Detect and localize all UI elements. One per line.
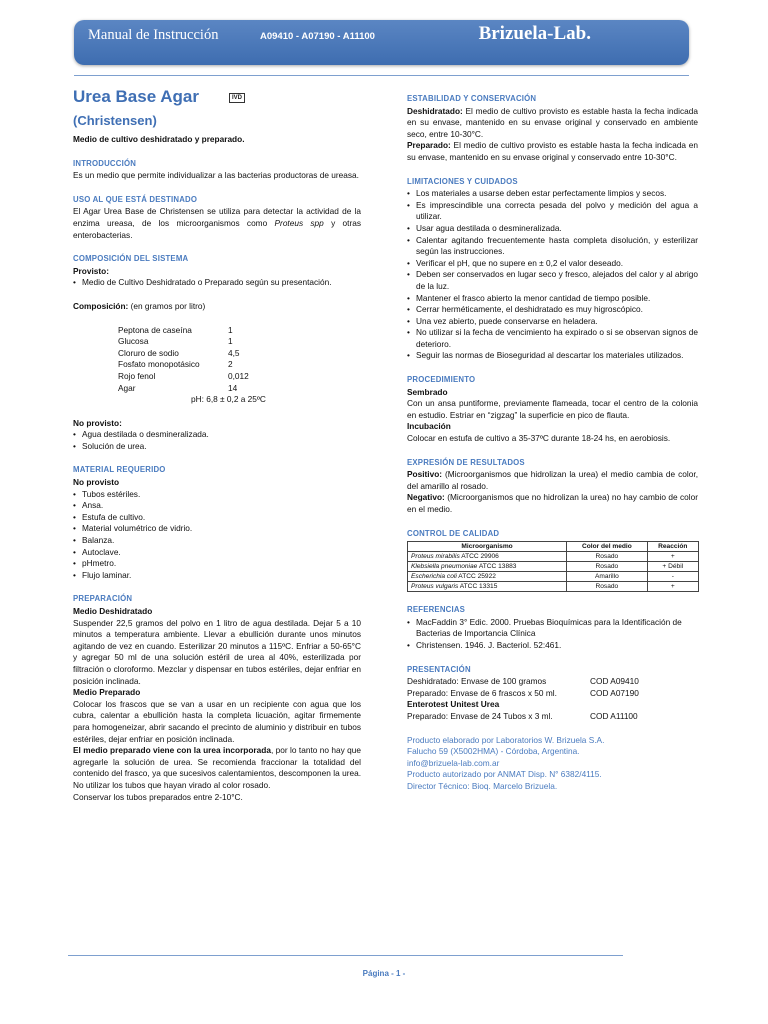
presentacion-row: Deshidratado: Envase de 100 gramos COD A09410 bbox=[407, 676, 639, 687]
ingredient-row: Peptona de caseína 1 bbox=[118, 324, 233, 335]
uso-text: El Agar Urea Base de Christensen se utiliza para detectar la actividad de la enzima ureasa, de los microorganismos como Proteus spp y otras enterobacterias. bbox=[73, 206, 361, 240]
list-item: • MacFaddin 3° Edic. 2000. Pruebas Bioquímicas para la Identificación de Bacterias de Importancia Clínica bbox=[407, 617, 698, 640]
list-item: • Seguir las normas de Bioseguridad al descartar los materiales utilizados. bbox=[407, 350, 698, 362]
table-cell: + bbox=[647, 552, 698, 562]
procedimiento-heading: PROCEDIMIENTO bbox=[407, 375, 476, 385]
enterotest-label: Enterotest Unitest Urea bbox=[407, 699, 500, 710]
footer-line: Producto elaborado por Laboratorios W. Brizuela S.A. bbox=[407, 734, 605, 745]
list-item: • Es imprescindible una correcta pesada del polvo y medición del agua a utilizar. bbox=[407, 200, 698, 223]
presentacion-block bbox=[407, 676, 698, 722]
table-cell: Proteus mirabilis ATCC 29906 bbox=[408, 552, 567, 562]
procedimiento-text-2: Colocar en estufa de cultivo a 35-37ºC durante 18-24 hs, en aerobiosis. bbox=[407, 433, 671, 444]
list-item: • Deben ser conservados en lugar seco y fresco, alejados del calor y al abrigo de la luz. bbox=[407, 269, 698, 292]
composicion-heading: COMPOSICIÓN DEL SISTEMA bbox=[73, 254, 189, 264]
preparacion-heading: PREPARACIÓN bbox=[73, 594, 133, 604]
footer-line: Director Técnico: Bioq. Marcelo Brizuela. bbox=[407, 780, 558, 791]
list-item: • Una vez abierto, puede conservarse en heladera. bbox=[407, 316, 698, 328]
limitaciones-list bbox=[407, 188, 698, 362]
table-cell: - bbox=[647, 572, 698, 582]
estabilidad-deshidratado: Deshidratado: El medio de cultivo provisto es estable hasta la fecha indicada en su envase, mantenido en su envase original y conservado en ambiente seco, entre 10-30°C. bbox=[407, 105, 698, 139]
column-header: Reacción bbox=[647, 542, 698, 552]
table-cell: Proteus vulgaris ATCC 13315 bbox=[408, 582, 567, 592]
table-row bbox=[408, 572, 699, 582]
manufacturer-info bbox=[407, 735, 698, 793]
footer-line: Producto autorizado por ANMAT Disp. N° 6382/4115. bbox=[407, 769, 602, 780]
table-cell: + Débil bbox=[647, 562, 698, 572]
table-cell: Rosado bbox=[567, 582, 647, 592]
intro-heading: INTRODUCCIÓN bbox=[73, 158, 137, 168]
list-item: • Ansa. bbox=[73, 500, 361, 512]
document-title: Urea Base Agar bbox=[73, 87, 199, 106]
expresion-positivo: Positivo: (Microorganismos que hidrolizan la urea) el medio cambia de color, del amarillo al rosado. bbox=[407, 469, 698, 491]
list-item: • Christensen. 1946. J. Bacteriol. 52:461. bbox=[407, 640, 698, 652]
provisto-label: Provisto: bbox=[73, 265, 109, 276]
ingredient-row: Cloruro de sodio 4,5 bbox=[118, 347, 240, 358]
no-provisto-list bbox=[73, 429, 361, 452]
estabilidad-preparado: Preparado: El medio de cultivo provisto es estable hasta la fecha indicada en su envase, mantenido en su envase original y conservado entre 10-30°C. bbox=[407, 140, 698, 162]
ingredient-row: Agar 14 bbox=[118, 382, 238, 393]
document-tagline: Medio de cultivo deshidratado y preparado. bbox=[73, 134, 245, 144]
procedimiento-sub-sembrado: Sembrado bbox=[407, 386, 448, 397]
quality-control-table bbox=[407, 541, 699, 592]
manual-title: Manual de Instrucción bbox=[88, 27, 219, 43]
referencias-heading: REFERENCIAS bbox=[407, 605, 466, 615]
brand-name: Brizuela-Lab. bbox=[478, 23, 591, 44]
column-header: Color del medio bbox=[567, 542, 647, 552]
table-row bbox=[408, 552, 699, 562]
estabilidad-heading: ESTABILIDAD Y CONSERVACIÓN bbox=[407, 94, 537, 103]
left-column bbox=[73, 86, 361, 803]
presentacion-row: Preparado: Envase de 24 Tubos x 3 ml. COD A11100 bbox=[407, 710, 638, 721]
header-banner bbox=[74, 20, 689, 65]
list-item: • Cerrar herméticamente, el deshidratado es muy higroscópico. bbox=[407, 304, 698, 316]
ingredient-row: Glucosa 1 bbox=[118, 336, 233, 347]
control-heading: CONTROL DE CALIDAD bbox=[407, 528, 500, 538]
list-item: • Solución de urea. bbox=[73, 441, 361, 453]
preparacion-text-1: Suspender 22,5 gramos del polvo en 1 litro de agua destilada. Dejar 5 a 10 minutos a temperatura ambiente. Llevar a ebullición durante unos minutos agitando de vez en cuando. Esterilizar 20 minutos a 115ºC. Enfriar a 50-65°C y agregar 50 ml de una solución estéril de urea al 40%, esterilizada por filtración o cloroformo. Mezclar y dispensar en tubos estériles, dejar enfriar en posición inclinada. bbox=[73, 617, 361, 686]
table-cell: Klebsiella pneumoniae ATCC 13883 bbox=[408, 562, 567, 572]
ph-value: pH: 6,8 ± 0,2 a 25ºC bbox=[191, 394, 266, 405]
preparacion-text-2: Colocar los frascos que se van a usar en un recipiente con agua que los cubra, calentar a ebullición hasta la completa licuación, agitar firmemente para homogeneizar, abrir sacando el precinto de aluminio y distribuir en tubos estériles, dejar enfriar en posición inclinada. bbox=[73, 698, 361, 744]
table-row bbox=[408, 582, 699, 592]
table-cell: Escherichia coli ATCC 25922 bbox=[408, 572, 567, 582]
presentacion-row: Preparado: Envase de 6 frascos x 50 ml. COD A07190 bbox=[407, 687, 639, 698]
list-item: • Usar agua destilada o desmineralizada. bbox=[407, 223, 698, 235]
footer-email: info@brizuela-lab.com.ar bbox=[407, 757, 500, 768]
list-item: • No utilizar si la fecha de vencimiento ha expirado o si se observan signos de deterioro. bbox=[407, 327, 698, 350]
document-title-row bbox=[73, 86, 361, 108]
composicion-label: Composición: (en gramos por litro) bbox=[73, 300, 206, 311]
footer-line: Falucho 59 (X5002HMA) - Córdoba, Argentina. bbox=[407, 746, 580, 757]
material-heading: MATERIAL REQUERIDO bbox=[73, 465, 166, 475]
page-number: Página - 1 - bbox=[362, 969, 406, 978]
list-item: • Los materiales a usarse deben estar perfectamente limpios y secos. bbox=[407, 188, 698, 200]
list-item: • pHmetro. bbox=[73, 558, 361, 570]
table-cell: Rosado bbox=[567, 562, 647, 572]
product-codes: A09410 - A07190 - A11100 bbox=[260, 31, 375, 42]
column-header: Microorganismo bbox=[408, 542, 567, 552]
no-provisto-label: No provisto: bbox=[73, 417, 122, 428]
presentacion-heading: PRESENTACIÓN bbox=[407, 664, 471, 674]
right-column bbox=[407, 86, 698, 793]
table-cell: Rosado bbox=[567, 552, 647, 562]
list-item: • Balanza. bbox=[73, 535, 361, 547]
list-item: • Material volumétrico de vidrio. bbox=[73, 523, 361, 535]
list-item: • Tubos estériles. bbox=[73, 489, 361, 501]
table-row bbox=[408, 562, 699, 572]
ingredients-table bbox=[118, 325, 361, 406]
list-item: • Medio de Cultivo Deshidratado o Preparado según su presentación. bbox=[73, 277, 361, 289]
header-divider bbox=[74, 75, 689, 76]
list-item: • Flujo laminar. bbox=[73, 570, 361, 582]
limitaciones-heading: LIMITACIONES Y CUIDADOS bbox=[407, 176, 518, 186]
list-item: • Agua destilada o desmineralizada. bbox=[73, 429, 361, 441]
expresion-heading: EXPRESIÓN DE RESULTADOS bbox=[407, 457, 525, 467]
footer-divider bbox=[68, 955, 623, 956]
expresion-negativo: Negativo: (Microorganismos que no hidrolizan la urea) no hay cambio de color en el medio. bbox=[407, 492, 698, 514]
preparacion-sub-preparado: Medio Preparado bbox=[73, 687, 141, 698]
ingredient-row: Fosfato monopotásico 2 bbox=[118, 359, 233, 370]
preparacion-text-3: El medio preparado viene con la urea incorporada, por lo tanto no hay que agregarle la solución de urea. Se recomienda fraccionar la totalidad del contenido del frasco, ya que sucesivos calentamientos, descomponen la urea. No utilizar los tubos que hayan virado al color rosado. bbox=[73, 745, 361, 790]
table-cell: + bbox=[647, 582, 698, 592]
material-label: No provisto bbox=[73, 477, 120, 488]
uso-heading: USO AL QUE ESTÁ DESTINADO bbox=[73, 194, 198, 204]
list-item: • Autoclave. bbox=[73, 547, 361, 559]
preparacion-text-4: Conservar los tubos preparados entre 2-10°C. bbox=[73, 791, 243, 802]
table-cell: Amarillo bbox=[567, 572, 647, 582]
list-item: • Estufa de cultivo. bbox=[73, 512, 361, 524]
procedimiento-sub-incubacion: Incubación bbox=[407, 421, 451, 432]
preparacion-sub-deshidratado: Medio Deshidratado bbox=[73, 606, 153, 616]
list-item: • Mantener el frasco abierto la menor cantidad de tiempo posible. bbox=[407, 293, 698, 305]
ivd-badge: IVD bbox=[229, 93, 245, 103]
table-header-row bbox=[408, 542, 699, 552]
list-item: • Calentar agitando frecuentemente hasta completa disolución, y esterilizar según las instrucciones. bbox=[407, 235, 698, 258]
provisto-list bbox=[73, 277, 361, 289]
list-item: • Verificar el pH, que no supere en ± 0,2 el valor deseado. bbox=[407, 258, 698, 270]
intro-text: Es un medio que permite individualizar a las bacterias productoras de ureasa. bbox=[73, 170, 359, 181]
ingredient-row: Rojo fenol 0,012 bbox=[118, 370, 249, 381]
document-subtitle: (Christensen) bbox=[73, 113, 157, 128]
referencias-list bbox=[407, 617, 698, 652]
procedimiento-text-1: Con un ansa puntiforme, previamente flameada, tocar el centro de la colonia en estudio. Estriar en “zigzag” la superficie en pico de flauta. bbox=[407, 398, 698, 420]
material-list bbox=[73, 489, 361, 582]
